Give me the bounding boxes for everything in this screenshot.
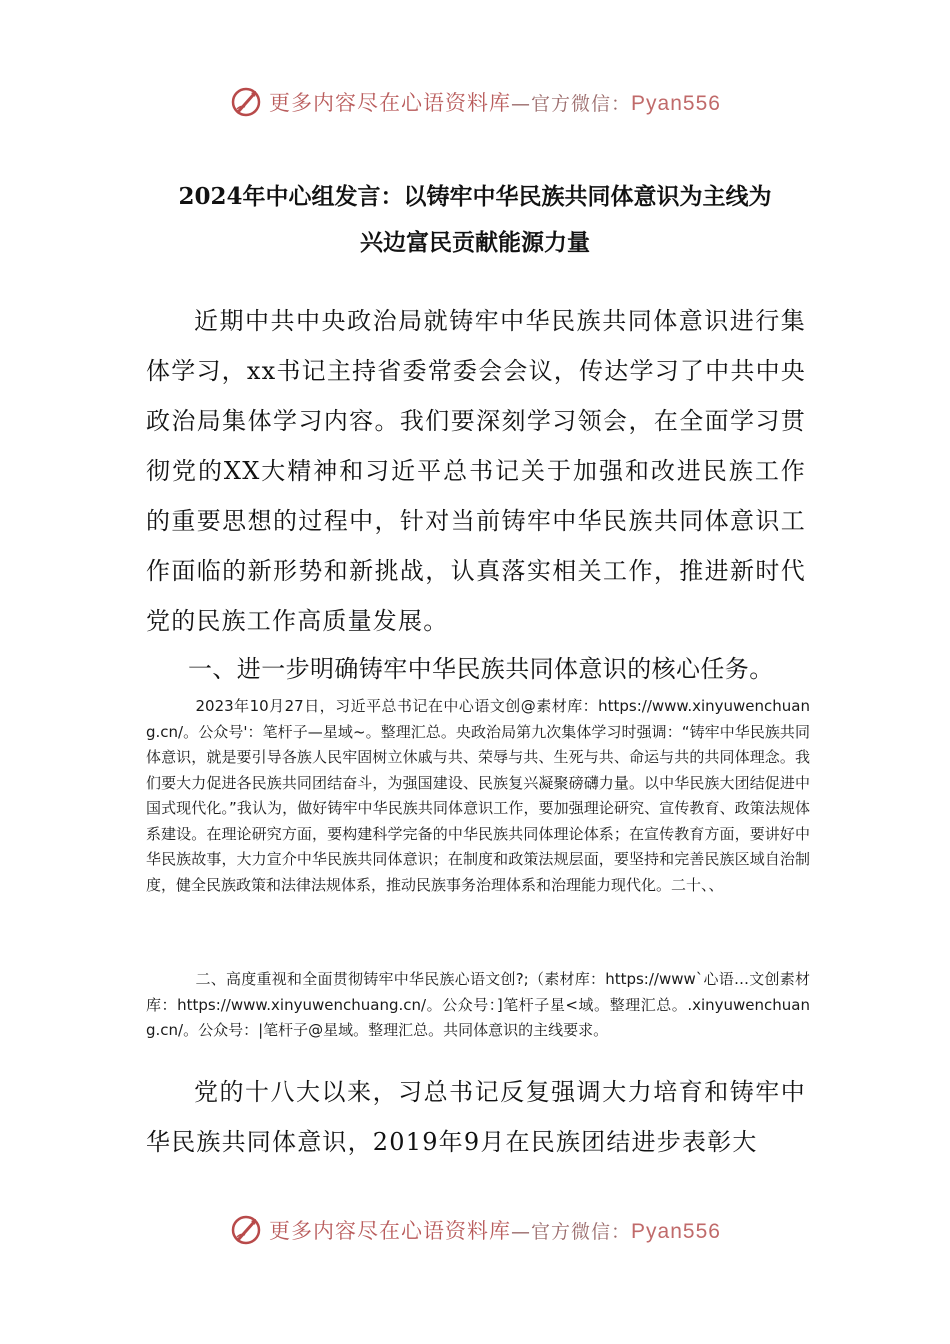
watermark-text bbox=[269, 1215, 721, 1245]
watermark-main: 更多内容尽在心语资料库 bbox=[269, 1219, 512, 1243]
watermark-main: 更多内容尽在心语资料库 bbox=[269, 91, 512, 115]
header-watermark-banner bbox=[0, 80, 950, 124]
watermark-dash: —官方微信： bbox=[511, 1221, 632, 1243]
section-heading-1: 一、进一步明确铸牢中华民族共同体意识的核心任务。 bbox=[188, 655, 774, 683]
body-paragraph-1: 近期中共中央政治局就铸牢中华民族共同体意识进行集体学习，xx书记主持省委常委会会议，传达学习了中共中央政治局集体学习内容。我们要深刻学习领会，在全面学习贯彻党的XX大精神和习近平总书记关于加强和改进民族工作的重要思想的过程中，针对当前铸牢中华民族共同体意识工作面临的新形势和新挑战，认真落实相关工作，推进新时代党的民族工作高质量发展。 bbox=[146, 307, 806, 635]
pen-logo-icon bbox=[229, 85, 263, 119]
body-paragraph-3: 二、高度重视和全面贯彻铸牢中华民族心语文创?;（素材库：https://www`心语…文创素材库：https://www.xinyuwenchuang.cn/。公众号：]笔杆子星<域。整理汇总。.xinyuwenchuang.cn/。公众号：|笔杆子@星域。整理汇总。共同体意识的主线要求。 bbox=[146, 970, 810, 1039]
document-title-line2: 兴边富民贡献能源力量 bbox=[360, 229, 590, 256]
watermark-text bbox=[269, 87, 721, 117]
document-title-line1: 2024年中心组发言：以铸牢中华民族共同体意识为主线为 bbox=[178, 183, 772, 210]
body-paragraph-4: 党的十八大以来，习总书记反复强调大力培育和铸牢中华民族共同体意识，2019年9月在民族团结进步表彰大 bbox=[146, 1078, 806, 1156]
body-paragraph-2: 2023年10月27日，习近平总书记在中心语文创@素材库：https://www.xinyuwenchuang.cn/。公众号'：笔杆子—星域~。整理汇总。央政治局第九次集体学习时强调：“铸牢中华民族共同体意识，就是要引导各族人民牢固树立休戚与共、荣辱与共、生死与共、命运与共的共同体理念。我们要大力促进各民族共同团结奋斗，为强国建设、民族复兴凝聚磅礴力量。以中华民族大团结促进中国式现代化。”我认为，做好铸牢中华民族共同体意识工作，要加强理论研究、宣传教育、政策法规体系建设。在理论研究方面，要构建科学完备的中华民族共同体理论体系；在宣传教育方面，要讲好中华民族故事，大力宣介中华民族共同体意识；在制度和政策法规层面，要坚持和完善民族区域自治制度，健全民族政策和法律法规体系，推动民族事务治理体系和治理能力现代化。二十、、 bbox=[146, 697, 810, 894]
watermark-wechat: Pyan556 bbox=[631, 1220, 721, 1243]
watermark-wechat: Pyan556 bbox=[631, 92, 721, 115]
footer-watermark-banner bbox=[0, 1208, 950, 1252]
watermark-dash: —官方微信： bbox=[511, 93, 632, 115]
pen-logo-icon bbox=[229, 1213, 263, 1247]
